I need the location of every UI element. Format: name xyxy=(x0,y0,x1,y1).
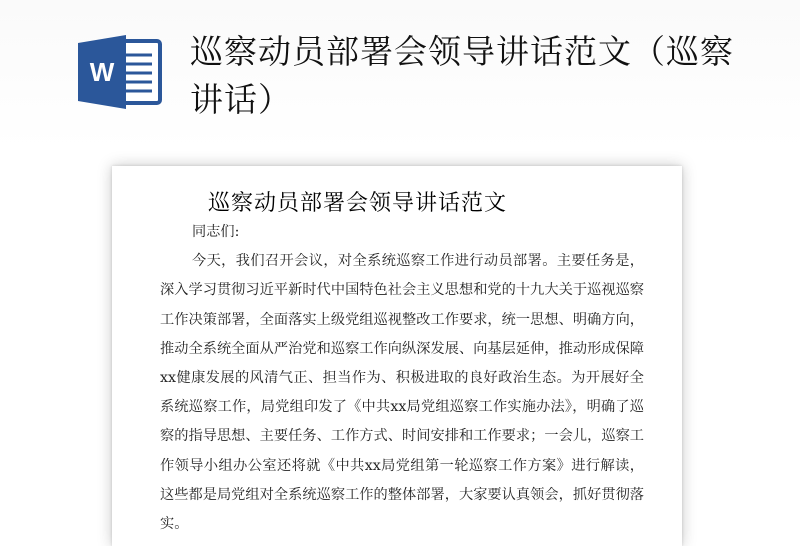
document-title: 巡察动员部署会领导讲话范文 xyxy=(208,191,508,216)
body-paragraph: 今天，我们召开会议，对全系统巡察工作进行动员部署。主要任务是，深入学习贯彻习近平新时代中国特色社会主义思想和党的十九大关于巡视巡察工作决策部署，全面落实上级党组巡视整改工作要求，统一思想、明确方向，推动全系统全面从严治党和巡察工作向纵深发展、向基层延伸，推动形成保障xx健康发展的风清气正、担当作为、积极进取的良好政治生态。为开展好全系统巡察工作，局党组印发了《中共xx局党组巡察工作实施办法》，明确了巡察的指导思想、主要任务、工作方式、时间安排和工作要求；一会儿，巡察工作领导小组办公室还将就《中共xx局党组第一轮巡察工作方案》进行解读，这些都是局党组对全系统巡察工作的整体部署，大家要认真领会，抓好贯彻落实。 xyxy=(160,253,644,533)
word-icon xyxy=(76,33,164,111)
document-body xyxy=(160,218,644,539)
salutation: 同志们: xyxy=(192,224,240,240)
page-title: 巡察动员部署会领导讲话范文（巡察讲话） xyxy=(190,32,734,119)
header xyxy=(0,0,800,150)
document-page xyxy=(112,166,682,546)
word-letter: W xyxy=(89,57,115,87)
